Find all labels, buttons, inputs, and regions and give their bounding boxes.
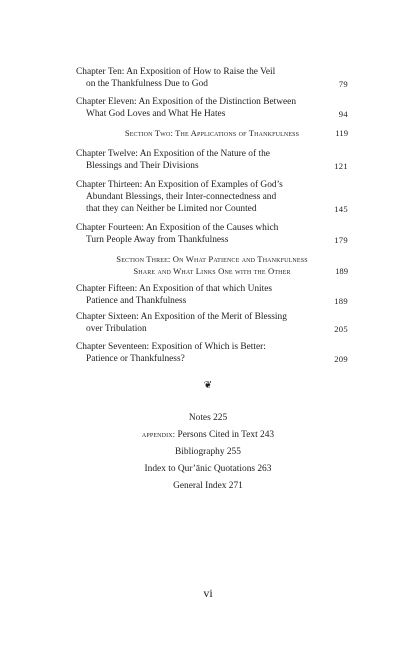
- toc-entry-title: Chapter Sixteen: An Exposition of the Merit of Blessing: [76, 312, 287, 322]
- appendix-label: appendix:: [141, 430, 176, 439]
- toc-entry-title: Chapter Twelve: An Exposition of the Nature of the: [76, 149, 270, 159]
- toc-entry-title: on the Thankfulness Due to God: [86, 79, 208, 89]
- toc-page-number: 121: [334, 161, 348, 171]
- fleuron-ornament-icon: ❦: [203, 380, 213, 391]
- toc-entry-chapter-twelve: [76, 148, 348, 172]
- toc-appendix-persons: [0, 429, 416, 441]
- toc-general-index-label: General Index 271: [173, 481, 243, 491]
- toc-entry-title: Abundant Blessings, their Inter-connectedness and: [86, 192, 277, 202]
- toc-entry-title: Chapter Fourteen: An Exposition of the Causes which: [76, 223, 279, 233]
- toc-page-number: 79: [338, 79, 348, 89]
- toc-entry-title: over Tribulation: [86, 324, 147, 334]
- toc-section-three: [76, 253, 348, 277]
- toc-quran-index-label: Index to Qur’ānic Quotations 263: [144, 464, 272, 474]
- page-folio: vi: [203, 586, 213, 600]
- toc-section-title: Share and What Links One with the Other: [133, 266, 291, 276]
- toc-page-number: 94: [338, 109, 348, 119]
- toc-entry-title: What God Loves and What He Hates: [86, 109, 226, 119]
- toc-notes: [0, 412, 416, 424]
- toc-page-number: 145: [334, 204, 348, 214]
- toc-entry-title: that they can Neither be Limited nor Counted: [86, 204, 257, 214]
- toc-bibliography-label: Bibliography 255: [175, 447, 241, 457]
- toc-entry-title: Patience or Thankfulness?: [86, 354, 185, 364]
- toc-entry-title: Patience and Thankfulness: [86, 296, 187, 306]
- toc-page-number: 209: [334, 354, 348, 364]
- toc-entry-title: Chapter Ten: An Exposition of How to Raise the Veil: [76, 67, 276, 77]
- toc-entry-title: Turn People Away from Thankfulness: [86, 235, 229, 245]
- toc-bibliography: [0, 446, 416, 458]
- toc-entry-chapter-fifteen: [76, 283, 348, 307]
- toc-entry-chapter-thirteen: [76, 179, 348, 215]
- toc-entry-title: Chapter Eleven: An Exposition of the Distinction Between: [76, 97, 297, 107]
- toc-entry-title: Blessings and Their Divisions: [86, 161, 199, 171]
- toc-section-title: Section Three: On What Patience and Thankfulness: [116, 254, 308, 264]
- toc-page-number: 189: [335, 266, 348, 276]
- toc-entry-chapter-ten: [76, 66, 348, 90]
- toc-entry-title: Chapter Thirteen: An Exposition of Examples of God’s: [76, 180, 283, 190]
- toc-entry-chapter-seventeen: [76, 341, 348, 365]
- toc-general-index: [0, 480, 416, 492]
- toc-quran-index: [0, 463, 416, 475]
- toc-page-number: 205: [334, 324, 348, 334]
- toc-entry-title: Chapter Fifteen: An Exposition of that which Unites: [76, 284, 273, 294]
- toc-page-number: 189: [334, 296, 348, 306]
- toc-persons-label: Persons Cited in Text 243: [177, 430, 275, 440]
- toc-section-title: Section Two: The Applications of Thankfulness: [124, 128, 300, 138]
- toc-entry-title: Chapter Seventeen: Exposition of Which is Better:: [76, 342, 266, 352]
- toc-entry-chapter-fourteen: [76, 222, 348, 246]
- toc-entry-chapter-eleven: [76, 96, 348, 120]
- toc-page-number: 119: [335, 128, 348, 138]
- toc-notes-label: Notes 225: [188, 413, 228, 423]
- toc-page-number: 179: [334, 235, 348, 245]
- toc-entry-chapter-sixteen: [76, 311, 348, 335]
- toc-section-two: [76, 127, 348, 139]
